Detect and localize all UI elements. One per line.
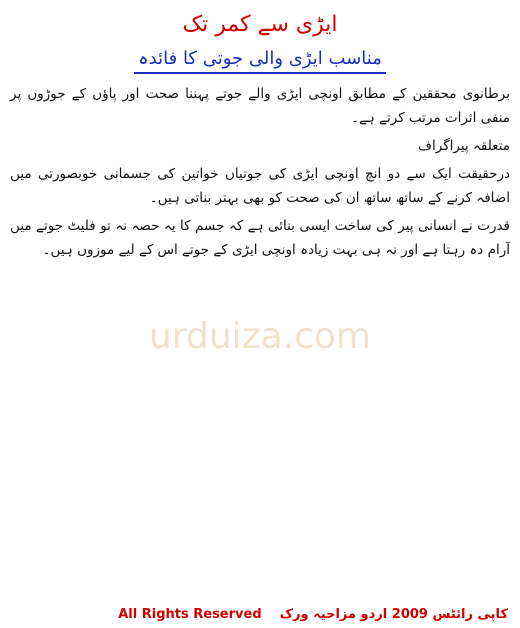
footer — [12, 607, 508, 622]
article-subtitle: مناسب ایڑی والی جوتی کا فائدہ — [134, 46, 386, 74]
watermark-text: urduiza.com — [149, 316, 371, 357]
paragraph-3: درحقیقت ایک سے دو انچ اونچی ایڑی کی جوتیاں خواتین کی جسمانی خوبصورتی میں اضافہ کرنے کے ساتھ ساتھ ان کی صحت کو بھی بہتر بناتی ہیں۔ — [10, 166, 510, 206]
footer-copyright-urdu: کاپی رائٹس 2009 اردو مزاحیہ ورک — [279, 607, 508, 622]
paragraph-1: برطانوی محققین کے مطابق اونچی ایڑی والے جوتے پہننا صحت اور پاؤں کے جوڑوں پر منفی اثرات مرتب کرتے ہے۔ — [10, 86, 510, 126]
watermark-logo — [130, 290, 390, 380]
paragraph-4: قدرت نے انسانی پیر کی ساخت ایسی بنائی ہے کہ جسم کا یہ حصہ نہ تو فلیٹ جوتے میں آرام دہ رہتا ہے اور نہ ہی بہت زیادہ اونچی ایڑی کے جوتے اس کے لیے موزوں ہیں۔ — [10, 218, 510, 258]
article-title: ایڑی سے کمر تک — [182, 12, 338, 37]
article-body — [10, 82, 510, 262]
footer-rights: All Rights Reserved — [118, 607, 262, 622]
paragraph-2: متعلقہ پیراگراف — [418, 138, 510, 154]
subtitle-wrap — [10, 46, 510, 74]
